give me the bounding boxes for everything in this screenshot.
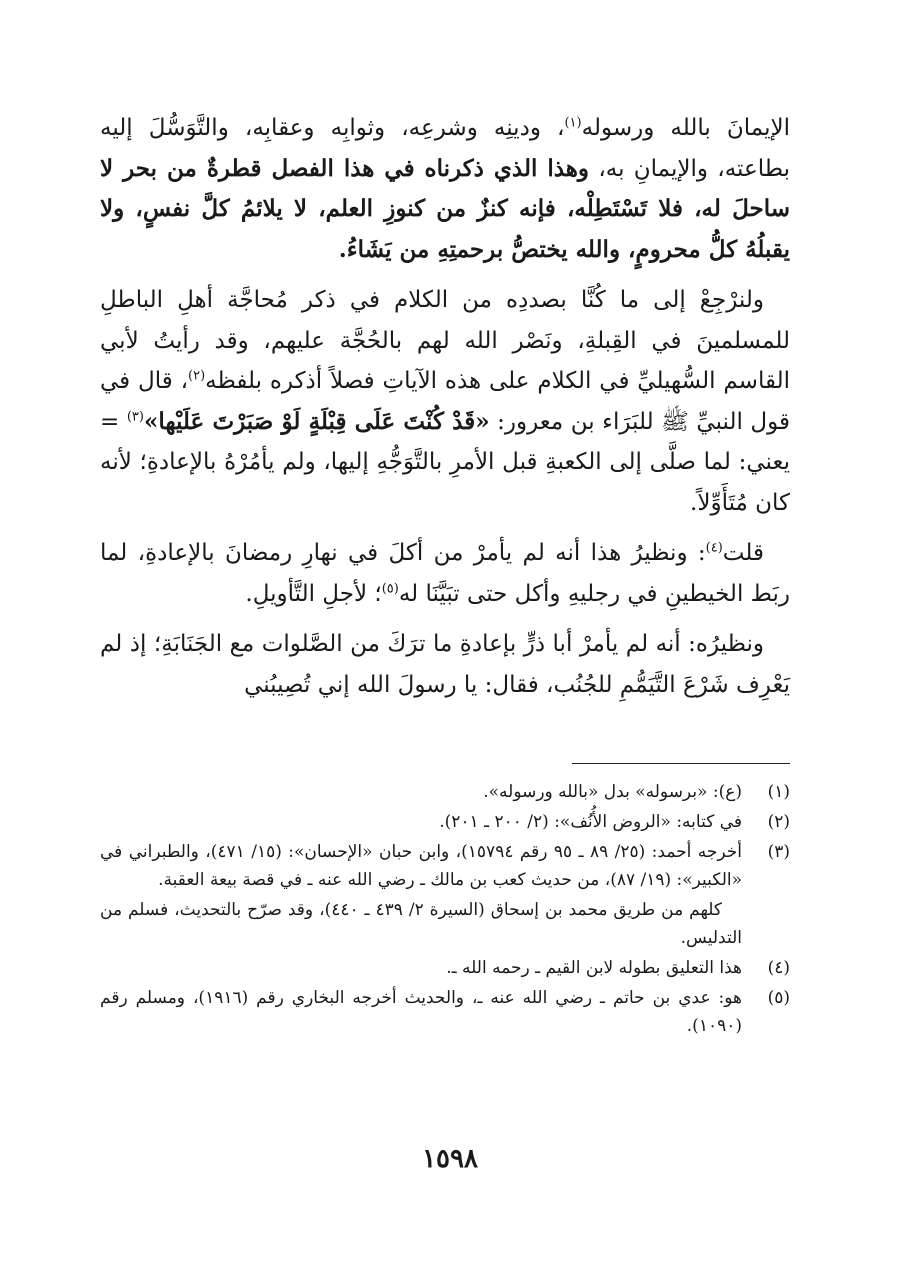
footnote-number: (٤) xyxy=(767,958,790,978)
footnote-ref-5[interactable]: (٥) xyxy=(381,580,399,596)
footnote-number: (٣) xyxy=(767,842,790,862)
footnote-ref-3[interactable]: (٣) xyxy=(126,408,144,424)
text-run: ونظيرُه: أنه لم يأمرْ أبا ذرٍّ بإعادةِ ما ترَكَ من الصَّلوات مع الجَنَابَةِ؛ إذ لم يَعْرِف شَرْعَ التَّيَمُّمِ للجُنُب، فقال: يا رسولَ الله إني تُصِيبُني xyxy=(100,631,790,698)
footnote-text: هذا التعليق بطوله لابن القيم ـ رحمه الله ـ. xyxy=(446,958,742,978)
text-run: : ونظيرُ هذا أنه لم يأمرْ من أكلَ في نهارِ رمضانَ بالإعادةِ، لما ربَط الخيطينِ في رجليهِ وأكل حتى تبَيَّنَا له xyxy=(100,540,790,607)
text-run: ، قال في قول النبيِّ ﷺ للبَرَاء بن معرور: xyxy=(100,368,790,435)
footnote-3-continuation xyxy=(100,896,790,952)
paragraph-4 xyxy=(100,624,790,705)
footnote-ref-4[interactable]: (٤) xyxy=(705,540,723,556)
bold-text-run: وهذا الذي ذكرناه في هذا الفصل قطرةٌ من بحر لا ساحلَ له، فلا تَسْتَطِلْه، فإنه كنزٌ من كنوزِ العلم، لا يلائمُ كلَّ نفسٍ، ولا يقبلُهُ كلُّ محرومٍ، والله يختصُّ برحمتِهِ من يَشَاءُ. xyxy=(100,154,790,263)
footnote-5 xyxy=(100,984,790,1040)
paragraph-1 xyxy=(100,108,790,270)
text-run: الإيمانَ بالله ورسوله xyxy=(581,115,790,141)
hadith-quote: «قَدْ كُنْتَ عَلَى قِبْلَةٍ لَوْ صَبَرْتَ عَلَيْها» xyxy=(143,407,490,435)
text-run: قلت xyxy=(722,540,764,566)
page-number: ١٥٩٨ xyxy=(422,1144,478,1174)
text-run: ؛ لأجلِ التَّأويلِ. xyxy=(245,580,382,607)
footnotes xyxy=(100,778,790,1042)
footnote-text: في كتابه: «الروض الأُنُف»: (٢/ ٢٠٠ ـ ٢٠١). xyxy=(439,812,742,832)
paragraph-2 xyxy=(100,280,790,523)
footnote-separator xyxy=(572,763,790,764)
paragraph-3 xyxy=(100,533,790,614)
footnote-2 xyxy=(100,808,790,836)
footnote-4 xyxy=(100,954,790,982)
text-run: = يعني: لما صلَّى إلى الكعبةِ قبل الأمرِ بالتَّوَجُّهِ إليها، ولم يأمُرْهُ بالإعادةِ؛ لأنه كان مُتَأَوِّلاً. xyxy=(100,408,790,516)
footnote-text: هو: عدي بن حاتم ـ رضي الله عنه ـ، والحديث أخرجه البخاري رقم (١٩١٦)، ومسلم رقم (١٠٩٠). xyxy=(100,988,743,1036)
footnote-number: (٢) xyxy=(767,812,790,832)
footnote-ref-2[interactable]: (٢) xyxy=(188,368,206,384)
footnote-text: (ع): «برسوله» بدل «بالله ورسوله». xyxy=(483,782,742,802)
footnote-text: كلهم من طريق محمد بن إسحاق (السيرة ٢/ ٤٣٩ ـ ٤٤٠)، وقد صرّح بالتحديث، فسلم من التدليس. xyxy=(100,900,742,948)
footnote-number: (٥) xyxy=(767,988,790,1008)
footnote-ref-1[interactable]: (١) xyxy=(564,115,582,131)
text-run: ولنرْجِعْ إلى ما كُنَّا بصددِه من الكلام في ذكر مُحاجَّة أهلِ الباطلِ للمسلمينَ في القِبلةِ، ونَصْر الله لهم بالحُجَّة عليهم، وقد رأيتُ لأبي القاسم السُّهيليِّ في الكلام على هذه الآياتِ فصلاً أذكره بلفظه xyxy=(100,287,790,394)
main-text xyxy=(100,108,790,715)
footnote-3 xyxy=(100,838,790,894)
text-run: ، ودينِه وشرعِه، وثوابِه وعقابِه، والتَّوَسُّلَ إليه بطاعته، والإيمانِ به، xyxy=(100,115,790,182)
footnote-1 xyxy=(100,778,790,806)
footnote-text: أخرجه أحمد: (٢٥/ ٨٩ ـ ٩٥ رقم ١٥٧٩٤)، وابن حبان «الإحسان»: (١٥/ ٤٧١)، والطبراني في «الكبير»: (١٩/ ٨٧)، من حديث كعب بن مالك ـ رضي الله عنه ـ في قصة بيعة العقبة. xyxy=(100,842,743,890)
footnote-number: (١) xyxy=(767,782,790,802)
